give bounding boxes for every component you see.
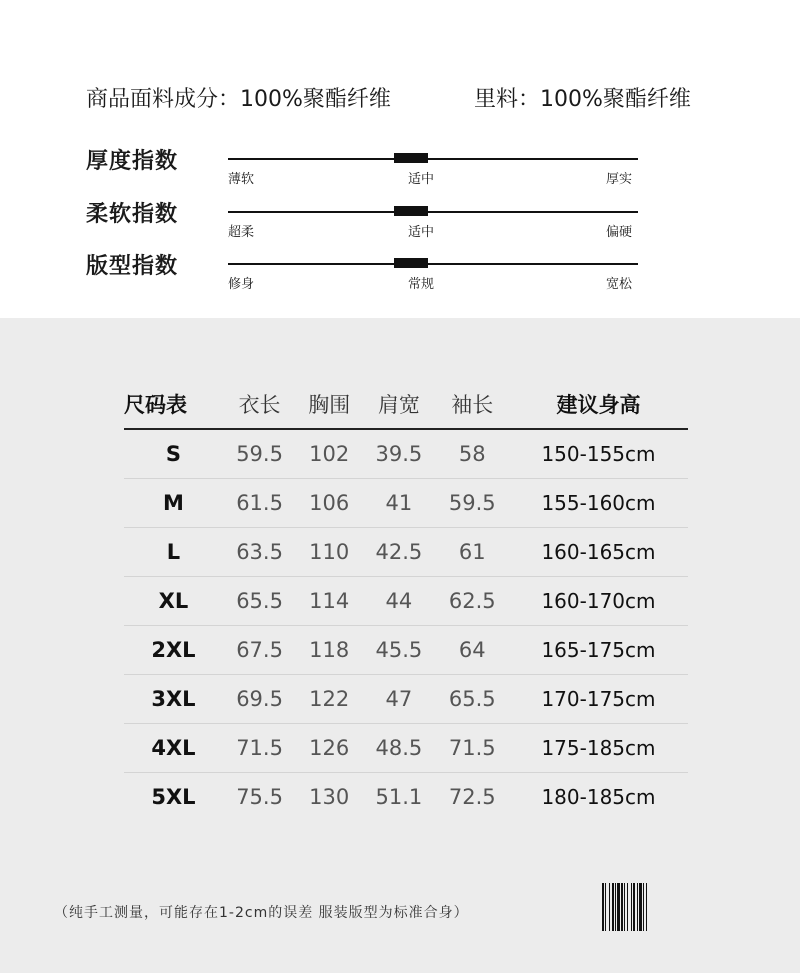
table-row bbox=[124, 675, 688, 724]
table-row bbox=[124, 479, 688, 528]
length-cell: 61.5 bbox=[223, 479, 296, 528]
shoulder-cell: 44 bbox=[362, 577, 435, 626]
size-chart-table bbox=[124, 380, 688, 821]
chest-column-header: 胸围 bbox=[296, 380, 362, 429]
table-row bbox=[124, 724, 688, 773]
thickness-scale-line bbox=[228, 158, 638, 160]
chest-cell: 114 bbox=[296, 577, 362, 626]
table-row bbox=[124, 773, 688, 822]
table-row bbox=[124, 429, 688, 479]
size-cell: 4XL bbox=[124, 724, 223, 773]
sleeve-column-header: 袖长 bbox=[436, 380, 509, 429]
fit-index-label: 版型指数 bbox=[86, 254, 179, 279]
shoulder-cell: 45.5 bbox=[362, 626, 435, 675]
chest-cell: 118 bbox=[296, 626, 362, 675]
chest-cell: 110 bbox=[296, 528, 362, 577]
fit-low-label: 修身 bbox=[228, 277, 255, 292]
sleeve-cell: 72.5 bbox=[436, 773, 509, 822]
length-cell: 63.5 bbox=[223, 528, 296, 577]
softness-scale-marker bbox=[394, 206, 428, 216]
barcode-graphic bbox=[602, 883, 698, 931]
size-column-header: 尺码表 bbox=[124, 380, 223, 429]
size-panel bbox=[0, 318, 800, 973]
softness-mid-label: 适中 bbox=[408, 225, 435, 240]
size-cell: XL bbox=[124, 577, 223, 626]
softness-index bbox=[86, 197, 646, 245]
chest-cell: 106 bbox=[296, 479, 362, 528]
height-cell: 165-175cm bbox=[509, 626, 688, 675]
softness-scale-line bbox=[228, 211, 638, 213]
height-cell: 150-155cm bbox=[509, 429, 688, 479]
height-cell: 160-170cm bbox=[509, 577, 688, 626]
size-cell: 3XL bbox=[124, 675, 223, 724]
shoulder-cell: 48.5 bbox=[362, 724, 435, 773]
material-composition bbox=[86, 82, 766, 116]
fabric-composition: 商品面料成分：100%聚酯纤维 bbox=[86, 87, 391, 112]
table-row bbox=[124, 626, 688, 675]
length-column-header: 衣长 bbox=[223, 380, 296, 429]
measurement-note: （纯手工测量，可能存在1-2cm的误差 服装版型为标准合身） bbox=[54, 905, 469, 921]
sleeve-cell: 58 bbox=[436, 429, 509, 479]
fit-scale-line bbox=[228, 263, 638, 265]
thickness-scale-marker bbox=[394, 153, 428, 163]
fit-index bbox=[86, 249, 646, 297]
thickness-index-label: 厚度指数 bbox=[86, 149, 179, 174]
size-cell: S bbox=[124, 429, 223, 479]
shoulder-column-header: 肩宽 bbox=[362, 380, 435, 429]
size-cell: 2XL bbox=[124, 626, 223, 675]
lining-composition: 里料：100%聚酯纤维 bbox=[474, 87, 691, 112]
softness-index-label: 柔软指数 bbox=[86, 202, 179, 227]
thickness-index bbox=[86, 144, 646, 192]
fit-mid-label: 常规 bbox=[408, 277, 435, 292]
height-cell: 180-185cm bbox=[509, 773, 688, 822]
size-cell: M bbox=[124, 479, 223, 528]
softness-low-label: 超柔 bbox=[228, 225, 255, 240]
chest-cell: 122 bbox=[296, 675, 362, 724]
height-column-header: 建议身高 bbox=[509, 380, 688, 429]
length-cell: 65.5 bbox=[223, 577, 296, 626]
height-cell: 175-185cm bbox=[509, 724, 688, 773]
size-cell: L bbox=[124, 528, 223, 577]
chest-cell: 126 bbox=[296, 724, 362, 773]
length-cell: 67.5 bbox=[223, 626, 296, 675]
shoulder-cell: 39.5 bbox=[362, 429, 435, 479]
shoulder-cell: 42.5 bbox=[362, 528, 435, 577]
thickness-low-label: 薄软 bbox=[228, 172, 255, 187]
size-table-header-row bbox=[124, 380, 688, 429]
length-cell: 75.5 bbox=[223, 773, 296, 822]
shoulder-cell: 51.1 bbox=[362, 773, 435, 822]
barcode-bar bbox=[647, 883, 648, 931]
chest-cell: 102 bbox=[296, 429, 362, 479]
table-row bbox=[124, 528, 688, 577]
size-cell: 5XL bbox=[124, 773, 223, 822]
sleeve-cell: 65.5 bbox=[436, 675, 509, 724]
table-row bbox=[124, 577, 688, 626]
length-cell: 71.5 bbox=[223, 724, 296, 773]
fit-high-label: 宽松 bbox=[606, 277, 633, 292]
shoulder-cell: 47 bbox=[362, 675, 435, 724]
height-cell: 160-165cm bbox=[509, 528, 688, 577]
length-cell: 59.5 bbox=[223, 429, 296, 479]
sleeve-cell: 59.5 bbox=[436, 479, 509, 528]
sleeve-cell: 64 bbox=[436, 626, 509, 675]
chest-cell: 130 bbox=[296, 773, 362, 822]
thickness-high-label: 厚实 bbox=[606, 172, 633, 187]
softness-high-label: 偏硬 bbox=[606, 225, 633, 240]
thickness-mid-label: 适中 bbox=[408, 172, 435, 187]
length-cell: 69.5 bbox=[223, 675, 296, 724]
fit-scale-marker bbox=[394, 258, 428, 268]
sleeve-cell: 71.5 bbox=[436, 724, 509, 773]
shoulder-cell: 41 bbox=[362, 479, 435, 528]
height-cell: 170-175cm bbox=[509, 675, 688, 724]
height-cell: 155-160cm bbox=[509, 479, 688, 528]
sleeve-cell: 61 bbox=[436, 528, 509, 577]
sleeve-cell: 62.5 bbox=[436, 577, 509, 626]
